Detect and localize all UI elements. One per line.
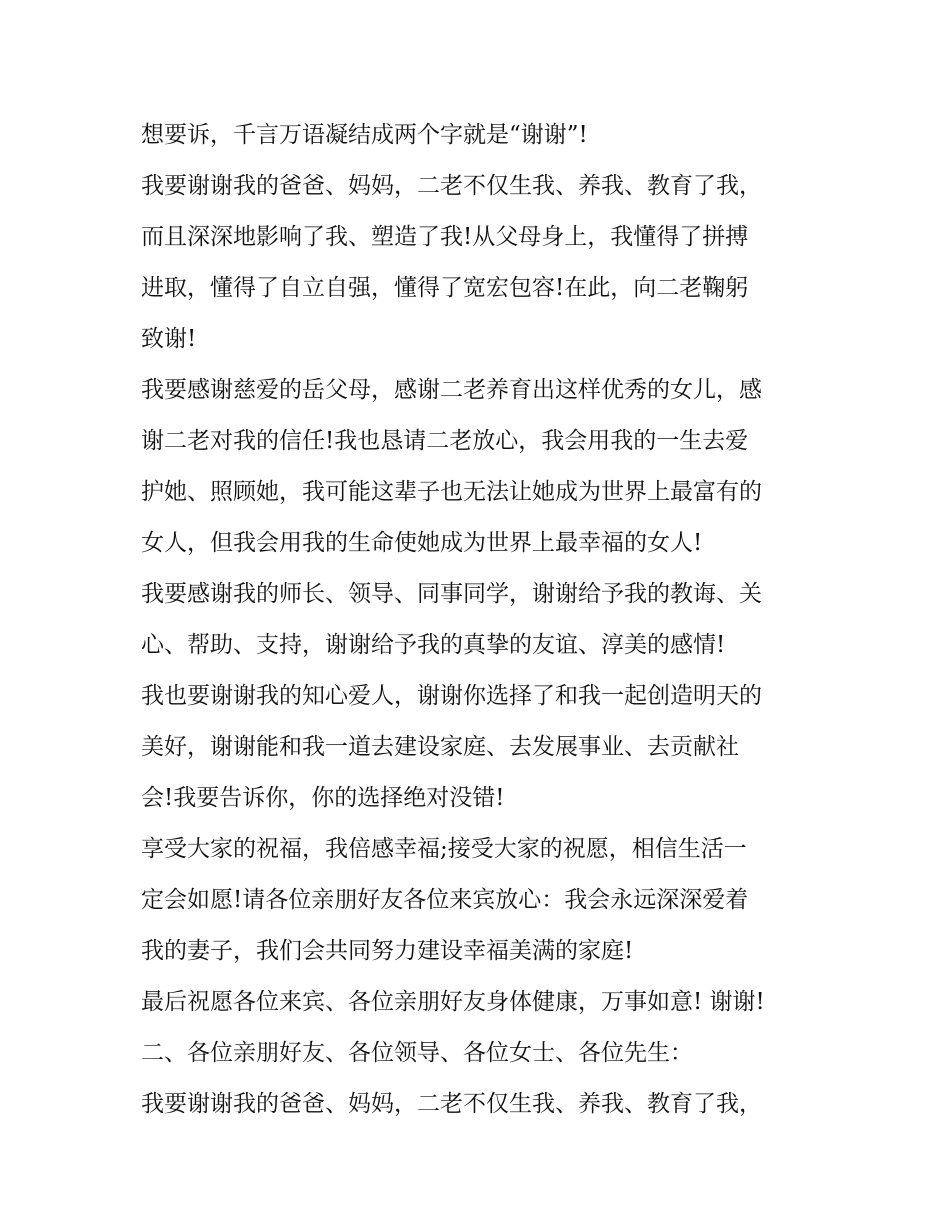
text-line: 美好，谢谢能和我一道去建设家庭、去发展事业、去贡献社 xyxy=(141,734,739,760)
text-line: 女人，但我会用我的生命使她成为世界上最幸福的女人! xyxy=(141,530,703,556)
text-line: 致谢! xyxy=(141,326,197,352)
text-line: 定会如愿!请各位亲朋好友各位来宾放心：我会永远深深爱着 xyxy=(141,887,749,913)
text-line: 会!我要告诉你，你的选择绝对没错! xyxy=(141,785,505,811)
text-line: 心、帮助、支持，谢谢给予我的真挚的友谊、淳美的感情! xyxy=(141,632,726,658)
text-line: 护她、照顾她，我可能这辈子也无法让她成为世界上最富有的 xyxy=(141,479,762,505)
text-line: 想要诉，千言万语凝结成两个字就是“谢谢”! xyxy=(141,122,588,148)
text-line: 谢二老对我的信任!我也恳请二老放心，我会用我的一生去爱 xyxy=(141,428,749,454)
text-line: 享受大家的祝福，我倍感幸福;接受大家的祝愿，相信生活一 xyxy=(141,836,747,862)
text-line: 我要感谢慈爱的岳父母，感谢二老养育出这样优秀的女儿，感 xyxy=(141,377,762,403)
text-line: 最后祝愿各位来宾、各位亲朋好友身体健康，万事如意! 谢谢! xyxy=(141,989,765,1015)
text-line: 我要谢谢我的爸爸、妈妈，二老不仅生我、养我、教育了我， xyxy=(141,173,762,199)
text-line: 而且深深地影响了我、塑造了我!从父母身上，我懂得了拼搏 xyxy=(141,224,749,250)
text-line: 我要感谢我的师长、领导、同事同学，谢谢给予我的教诲、关 xyxy=(141,581,762,607)
section-heading: 二、各位亲朋好友、各位领导、各位女士、各位先生： xyxy=(141,1040,693,1066)
text-line: 我要谢谢我的爸爸、妈妈，二老不仅生我、养我、教育了我， xyxy=(141,1091,762,1117)
text-line: 我也要谢谢我的知心爱人，谢谢你选择了和我一起创造明天的 xyxy=(141,683,762,709)
text-line: 进取，懂得了自立自强，懂得了宽宏包容!在此，向二老鞠躬 xyxy=(141,275,749,301)
text-line: 我的妻子，我们会共同努力建设幸福美满的家庭! xyxy=(141,938,634,964)
speech-text xyxy=(141,110,821,1130)
